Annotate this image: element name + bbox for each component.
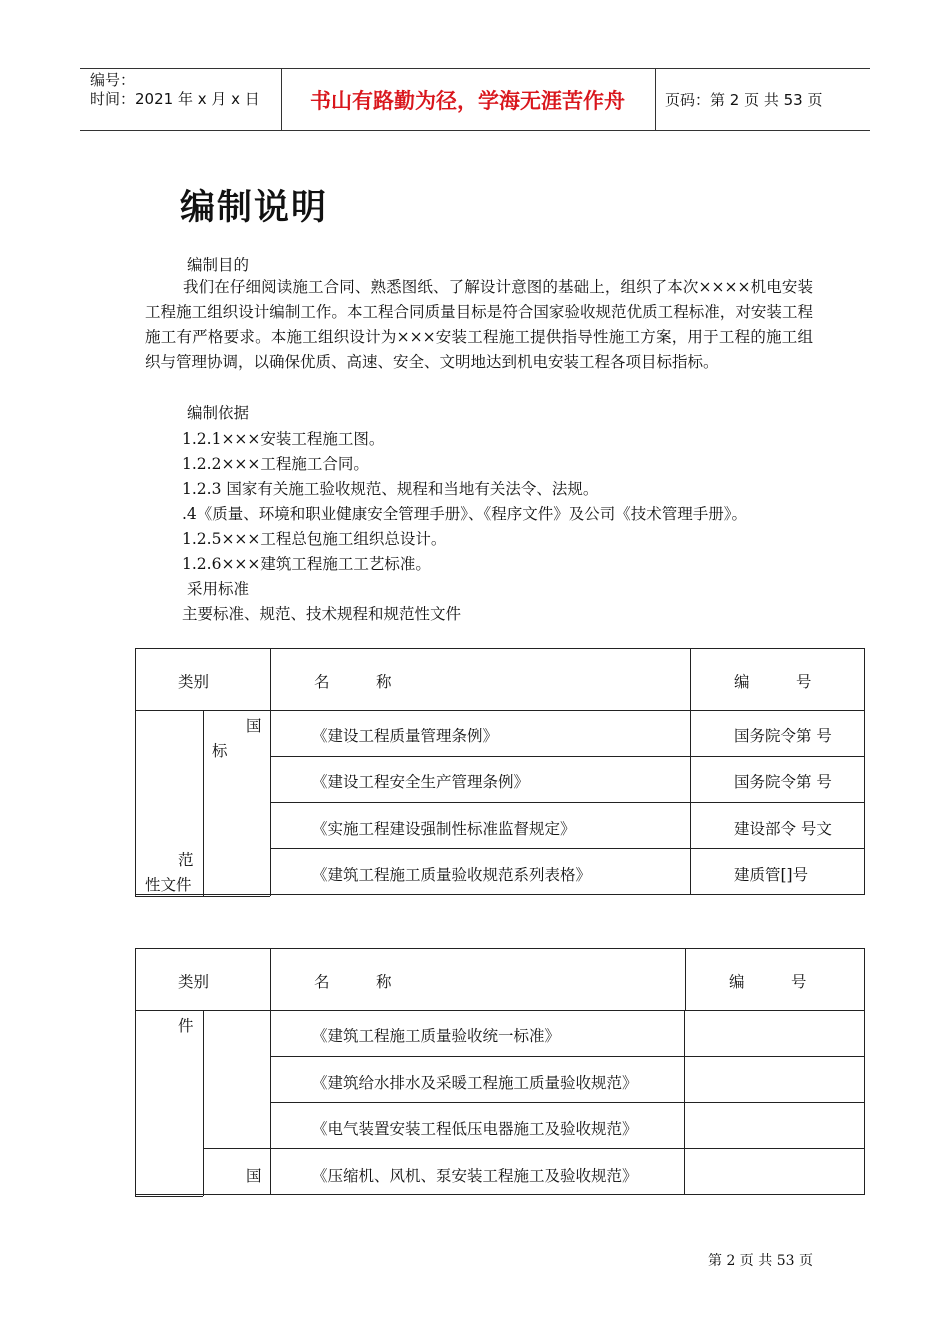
table-rule	[270, 948, 271, 1194]
table-row-name: 《压缩机、风机、泵安装工程施工及验收规范》	[312, 1167, 638, 1185]
category-label: 标	[212, 742, 228, 760]
table-row-name: 《电气装置安装工程低压电器施工及验收规范》	[312, 1120, 638, 1138]
table-rule	[685, 948, 686, 1010]
basis-item: 1.2.3 国家有关施工验收规范、规程和当地有关法令、法规。	[182, 480, 599, 498]
col-header-name: 名 称	[314, 673, 392, 691]
col-header-category: 类别	[178, 973, 210, 991]
table-row-name: 《建设工程安全生产管理条例》	[312, 773, 530, 791]
table-rule	[864, 648, 865, 894]
basis-item: .4《质量、环境和职业健康安全管理手册》、《程序文件》及公司《技术管理手册》。	[182, 505, 748, 523]
table-rule	[270, 802, 865, 803]
table-rule	[135, 648, 136, 896]
col-header-code: 编 号	[734, 673, 812, 691]
doc-time: 时间：2021 年 x 月 x 日	[90, 90, 260, 108]
purpose-paragraph: 我们在仔细阅读施工合同、熟悉图纸、了解设计意图的基础上，组织了本次××××机电安装工程施工组织设计编制工作。本工程合同质量目标是符合国家验收规范优质工程标准，对安装工程施工有严格要求。本施工组织设计为×××安装工程施工提供指导性施工方案，用于工程的施工组织与管理协调，以确保优质、高速、安全、文明地达到机电安装工程各项目标指标。	[145, 278, 813, 371]
basis-heading: 编制依据	[187, 404, 250, 422]
header-meta	[90, 71, 260, 109]
table-rule	[135, 948, 136, 1196]
table-row-name: 《建筑工程施工质量验收规范系列表格》	[312, 866, 592, 884]
basis-item: 1.2.5×××工程总包施工组织总设计。	[182, 530, 447, 548]
table-rule	[270, 1102, 865, 1103]
basis-item: 1.2.1×××安装工程施工图。	[182, 430, 385, 448]
category-label: 件	[178, 1017, 194, 1035]
table-row-name: 《建筑工程施工质量验收统一标准》	[312, 1027, 561, 1045]
table-row-name: 《建设工程质量管理条例》	[312, 727, 499, 745]
col-header-category: 类别	[178, 673, 210, 691]
table-rule	[270, 756, 865, 757]
table-row-code: 建设部令 号文	[734, 820, 832, 838]
table-rule	[135, 894, 865, 895]
table-row-name: 《实施工程建设强制性标准监督规定》	[312, 820, 576, 838]
table-rule	[135, 1010, 865, 1011]
table-rule	[684, 1010, 685, 1194]
col-header-code: 编 号	[729, 973, 807, 991]
table-rule	[203, 1148, 865, 1149]
table-rule	[203, 1010, 204, 1196]
table-rule	[135, 648, 865, 649]
table-row-code: 国务院令第 号	[734, 727, 832, 745]
category-label: 国	[246, 717, 262, 735]
table-rule	[270, 848, 865, 849]
header-motto: 书山有路勤为径，学海无涯苦作舟	[310, 89, 625, 113]
category-label: 性文件	[145, 876, 192, 894]
table-rule	[135, 1196, 203, 1197]
table-rule	[135, 896, 270, 897]
page-header	[80, 68, 870, 131]
basis-item: 1.2.6×××建筑工程施工工艺标准。	[182, 555, 431, 573]
category-label: 国	[246, 1167, 262, 1185]
table-rule	[690, 648, 691, 894]
basis-item: 1.2.2×××工程施工合同。	[182, 455, 369, 473]
table-rule	[135, 710, 865, 711]
standards-heading: 采用标准	[187, 580, 250, 598]
table-row-code: 建质管[]号	[734, 866, 809, 884]
table-rule	[135, 948, 865, 949]
page-title: 编制说明	[180, 188, 329, 228]
table-row-code: 国务院令第 号	[734, 773, 832, 791]
doc-number: 编号：	[90, 71, 136, 89]
header-divider	[655, 69, 656, 130]
purpose-heading: 编制目的	[187, 256, 250, 274]
category-label: 范	[178, 851, 194, 869]
table-rule	[203, 710, 204, 896]
table-rule	[135, 1194, 865, 1195]
header-page-number: 页码：第 2 页 共 53 页	[665, 91, 823, 109]
table-rule	[864, 948, 865, 1194]
table-rule	[270, 648, 271, 896]
standards-subheading: 主要标准、规范、技术规程和规范性文件	[182, 605, 462, 623]
col-header-name: 名 称	[314, 973, 392, 991]
table-row-name: 《建筑给水排水及采暖工程施工质量验收规范》	[312, 1074, 638, 1092]
table-rule	[270, 1056, 865, 1057]
page-footer: 第 2 页 共 53 页	[708, 1253, 813, 1269]
